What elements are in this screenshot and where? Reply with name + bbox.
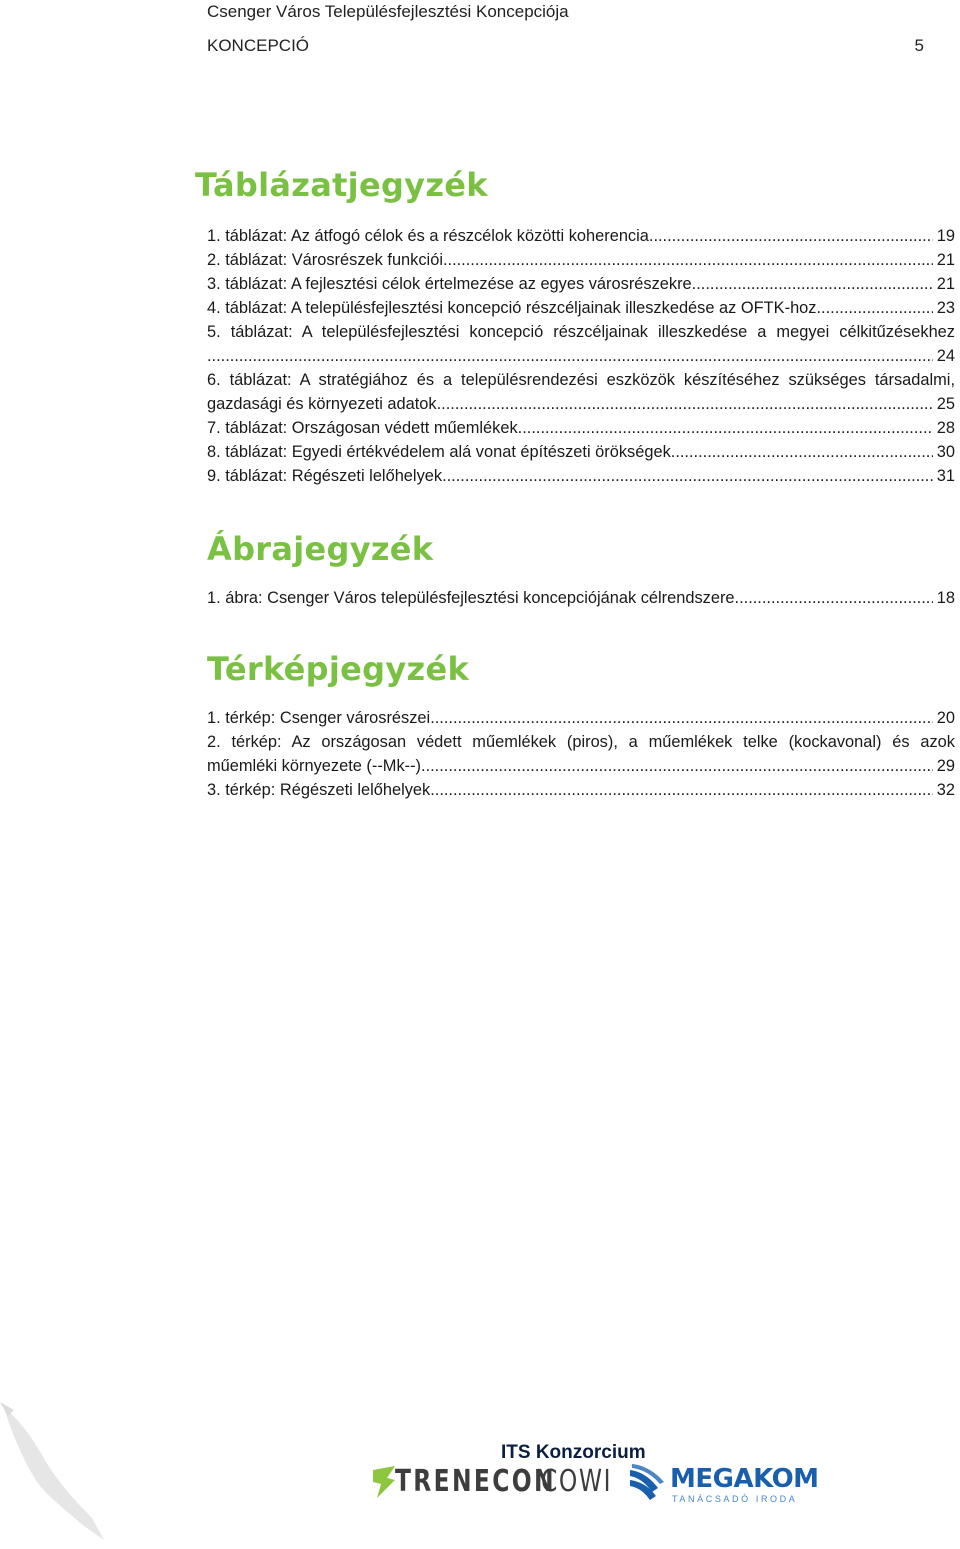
toc-entry[interactable] bbox=[207, 440, 955, 464]
toc-leader bbox=[430, 778, 933, 802]
toc-leader bbox=[735, 586, 933, 610]
toc-entry-page: 21 bbox=[936, 275, 955, 293]
toc-entry[interactable] bbox=[207, 272, 955, 296]
toc-entry-page: 29 bbox=[936, 757, 955, 775]
toc-leader bbox=[692, 272, 933, 296]
toc-entry[interactable] bbox=[207, 368, 955, 416]
toc-entry-text: 4. táblázat: A településfejlesztési koncepció részcéljainak illeszkedése az OFTK-hoz bbox=[207, 299, 817, 317]
toc-entry-text: 2. térkép: Az országosan védett műemlékek (piros), a műemlékek telke (kockavonal) és azok bbox=[207, 733, 955, 751]
toc-entry[interactable] bbox=[207, 224, 955, 248]
toc-entry-text: 6. táblázat: A stratégiához és a településrendezési eszközök készítéséhez szükséges társadalmi, bbox=[207, 371, 955, 389]
toc-entry-page: 20 bbox=[936, 709, 955, 727]
megakom-logo bbox=[628, 1464, 819, 1507]
figures-heading: Ábrajegyzék bbox=[207, 530, 434, 568]
toc-entry-page: 19 bbox=[936, 227, 955, 245]
toc-entry-page: 24 bbox=[936, 347, 955, 365]
megakom-wordmark: MEGAKOM bbox=[670, 1464, 819, 1494]
toc-entry-text-continued: műemléki környezete (--Mk--) bbox=[207, 757, 422, 775]
toc-entry-text: 3. táblázat: A fejlesztési célok értelmezése az egyes városrészekre bbox=[207, 275, 692, 293]
megakom-subtitle: TANÁCSADÓ IRODA bbox=[672, 1494, 798, 1504]
toc-entry-text: 1. táblázat: Az átfogó célok és a részcélok közötti koherencia bbox=[207, 227, 649, 245]
page-number: 5 bbox=[914, 36, 924, 55]
figures-list bbox=[207, 586, 955, 610]
toc-leader bbox=[443, 248, 933, 272]
toc-entry-text: 8. táblázat: Egyedi értékvédelem alá vonat építészeti örökségek bbox=[207, 443, 671, 461]
toc-entry-text: 9. táblázat: Régészeti lelőhelyek bbox=[207, 467, 443, 485]
toc-leader bbox=[421, 754, 933, 778]
toc-leader bbox=[671, 440, 933, 464]
toc-entry[interactable] bbox=[207, 586, 955, 610]
toc-entry[interactable] bbox=[207, 464, 955, 488]
toc-entry-page: 30 bbox=[936, 443, 955, 461]
megakom-mark-icon bbox=[628, 1464, 668, 1502]
consortium-label: ITS Konzorcium bbox=[501, 1442, 646, 1463]
tables-heading: Táblázatjegyzék bbox=[195, 166, 488, 204]
toc-leader bbox=[207, 344, 933, 368]
toc-leader bbox=[430, 706, 933, 730]
section-label: KONCEPCIÓ bbox=[207, 36, 310, 55]
toc-entry-text: 5. táblázat: A településfejlesztési koncepció részcéljainak illeszkedése a megyei célkitűzésekhez bbox=[207, 323, 955, 341]
trenecon-mark-icon bbox=[373, 1466, 395, 1498]
maps-list bbox=[207, 706, 955, 802]
toc-entry[interactable] bbox=[207, 248, 955, 272]
toc-entry-page: 25 bbox=[936, 395, 955, 413]
toc-leader bbox=[649, 224, 933, 248]
toc-entry[interactable] bbox=[207, 296, 955, 320]
toc-entry-page: 32 bbox=[936, 781, 955, 799]
toc-leader bbox=[442, 464, 933, 488]
toc-entry[interactable] bbox=[207, 416, 955, 440]
toc-entry-text: 3. térkép: Régészeti lelőhelyek bbox=[207, 781, 431, 799]
bird-watermark-icon bbox=[0, 1400, 110, 1549]
toc-entry-page: 18 bbox=[936, 589, 955, 607]
toc-entry-text: 1. térkép: Csenger városrészei bbox=[207, 709, 431, 727]
toc-entry[interactable] bbox=[207, 706, 955, 730]
document-title: Csenger Város Településfejlesztési Koncepciója bbox=[207, 2, 569, 21]
toc-entry-text: 1. ábra: Csenger Város településfejlesztési koncepciójának célrendszere bbox=[207, 589, 735, 607]
toc-entry-page: 31 bbox=[936, 467, 955, 485]
toc-leader bbox=[437, 392, 933, 416]
toc-entry[interactable] bbox=[207, 730, 955, 778]
cowi-logo: COWI bbox=[541, 1464, 613, 1499]
toc-entry-page: 21 bbox=[936, 251, 955, 269]
toc-leader bbox=[817, 296, 933, 320]
toc-entry-text: 7. táblázat: Országosan védett műemlékek bbox=[207, 419, 518, 437]
toc-entry-text-continued: gazdasági és környezeti adatok bbox=[207, 395, 437, 413]
toc-entry-page: 23 bbox=[936, 299, 955, 317]
trenecon-wordmark: TRENECON bbox=[395, 1464, 556, 1499]
tables-list bbox=[207, 224, 955, 488]
toc-entry-text: 2. táblázat: Városrészek funkciói bbox=[207, 251, 443, 269]
maps-heading: Térképjegyzék bbox=[207, 650, 470, 688]
toc-entry[interactable] bbox=[207, 320, 955, 368]
toc-entry-page: 28 bbox=[936, 419, 955, 437]
toc-leader bbox=[518, 416, 933, 440]
toc-entry[interactable] bbox=[207, 778, 955, 802]
